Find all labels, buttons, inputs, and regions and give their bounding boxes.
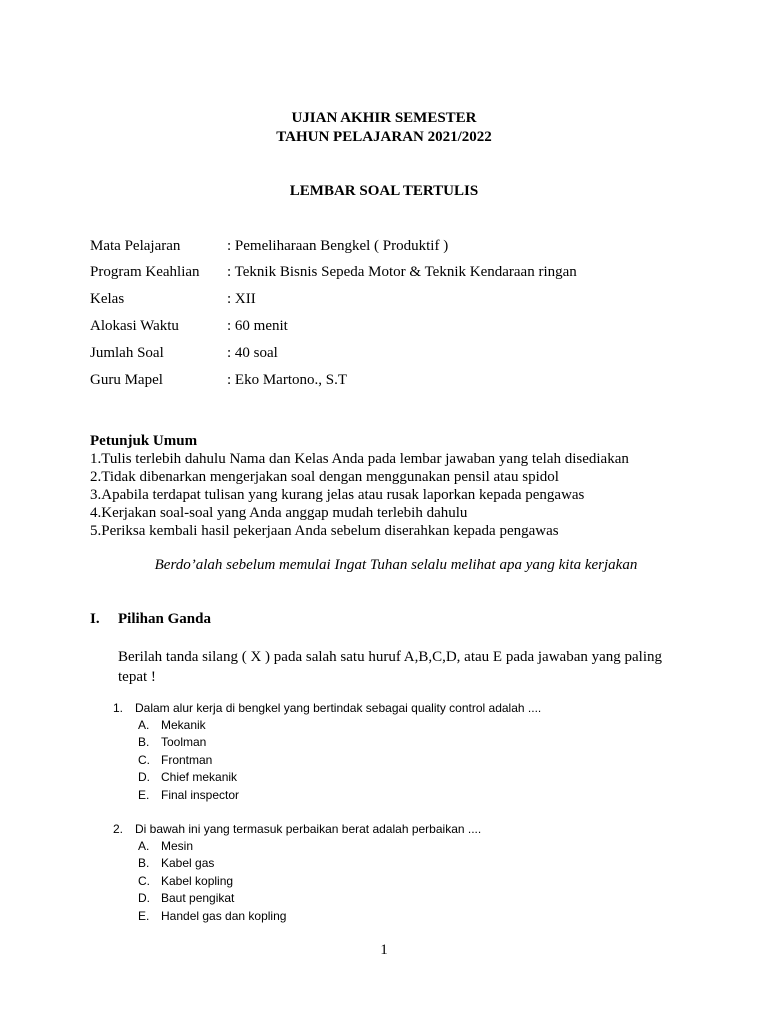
option-letter: C. — [138, 752, 150, 767]
info-value: : Pemeliharaan Bengkel ( Produktif ) — [227, 238, 449, 254]
option-letter: C. — [138, 873, 150, 888]
option-letter: E. — [138, 787, 150, 802]
option-text: Final inspector — [161, 787, 240, 802]
instruction-item: 2.Tidak dibenarkan mengerjakan soal dengan menggunakan pensil atau spidol — [90, 469, 559, 485]
section-instruction: Berilah tanda silang ( X ) pada salah satu huruf A,B,C,D, atau E pada jawaban yang paling tepat ! — [118, 649, 663, 685]
option-text: Kabel gas — [161, 856, 215, 871]
info-label: Kelas — [90, 291, 125, 307]
info-value: : 60 menit — [227, 318, 288, 334]
info-value: : Eko Martono., S.T — [227, 372, 347, 388]
info-value: : Teknik Bisnis Sepeda Motor & Teknik Kendaraan ringan — [227, 264, 577, 280]
instructions-title: Petunjuk Umum — [90, 433, 198, 449]
option-text: Handel gas dan kopling — [161, 908, 287, 923]
general-instructions — [90, 432, 629, 540]
instruction-item: 3.Apabila terdapat tulisan yang kurang jelas atau rusak laporkan kepada pengawas — [90, 487, 585, 503]
option-letter: B. — [138, 856, 150, 871]
option-text: Baut pengikat — [161, 891, 235, 906]
question-number: 1. — [113, 701, 124, 715]
option-text: Toolman — [161, 735, 207, 750]
question-number: 2. — [113, 822, 124, 836]
info-label: Jumlah Soal — [90, 345, 164, 361]
instruction-item: 1.Tulis terlebih dahulu Nama dan Kelas Anda pada lembar jawaban yang telah disediakan — [90, 451, 629, 467]
option-letter: D. — [138, 770, 150, 785]
option-text: Frontman — [161, 752, 213, 767]
option-letter: A. — [138, 839, 150, 853]
option-text: Mekanik — [161, 718, 206, 732]
option-letter: A. — [138, 718, 150, 732]
question-text: Di bawah ini yang termasuk perbaikan berat adalah perbaikan .... — [135, 822, 482, 836]
info-label: Mata Pelajaran — [90, 238, 181, 254]
option-text: Mesin — [161, 839, 194, 853]
info-value: : 40 soal — [227, 345, 278, 361]
exam-title: UJIAN AKHIR SEMESTER — [291, 110, 477, 126]
info-label: Guru Mapel — [90, 372, 163, 388]
option-text: Kabel kopling — [161, 873, 234, 888]
info-label: Program Keahlian — [90, 264, 200, 280]
option-letter: E. — [138, 908, 150, 923]
option-letter: B. — [138, 735, 150, 750]
sheet-title: LEMBAR SOAL TERTULIS — [289, 183, 479, 199]
academic-year: TAHUN PELAJARAN 2021/2022 — [276, 129, 492, 145]
info-value: : XII — [227, 291, 256, 307]
info-label: Alokasi Waktu — [90, 318, 179, 334]
option-letter: D. — [138, 891, 150, 906]
section-title: Pilihan Ganda — [118, 611, 211, 627]
question-text: Dalam alur kerja di bengkel yang bertindak sebagai quality control adalah .... — [135, 701, 542, 715]
prayer-note: Berdo’alah sebelum memulai Ingat Tuhan selalu melihat apa yang kita kerjakan — [154, 557, 638, 573]
page-number: 1 — [380, 942, 388, 958]
instruction-item: 4.Kerjakan soal-soal yang Anda anggap mudah terlebih dahulu — [90, 505, 468, 521]
section-number: I. — [90, 611, 100, 627]
option-text: Chief mekanik — [161, 770, 238, 785]
instruction-item: 5.Periksa kembali hasil pekerjaan Anda sebelum diserahkan kepada pengawas — [90, 523, 559, 539]
